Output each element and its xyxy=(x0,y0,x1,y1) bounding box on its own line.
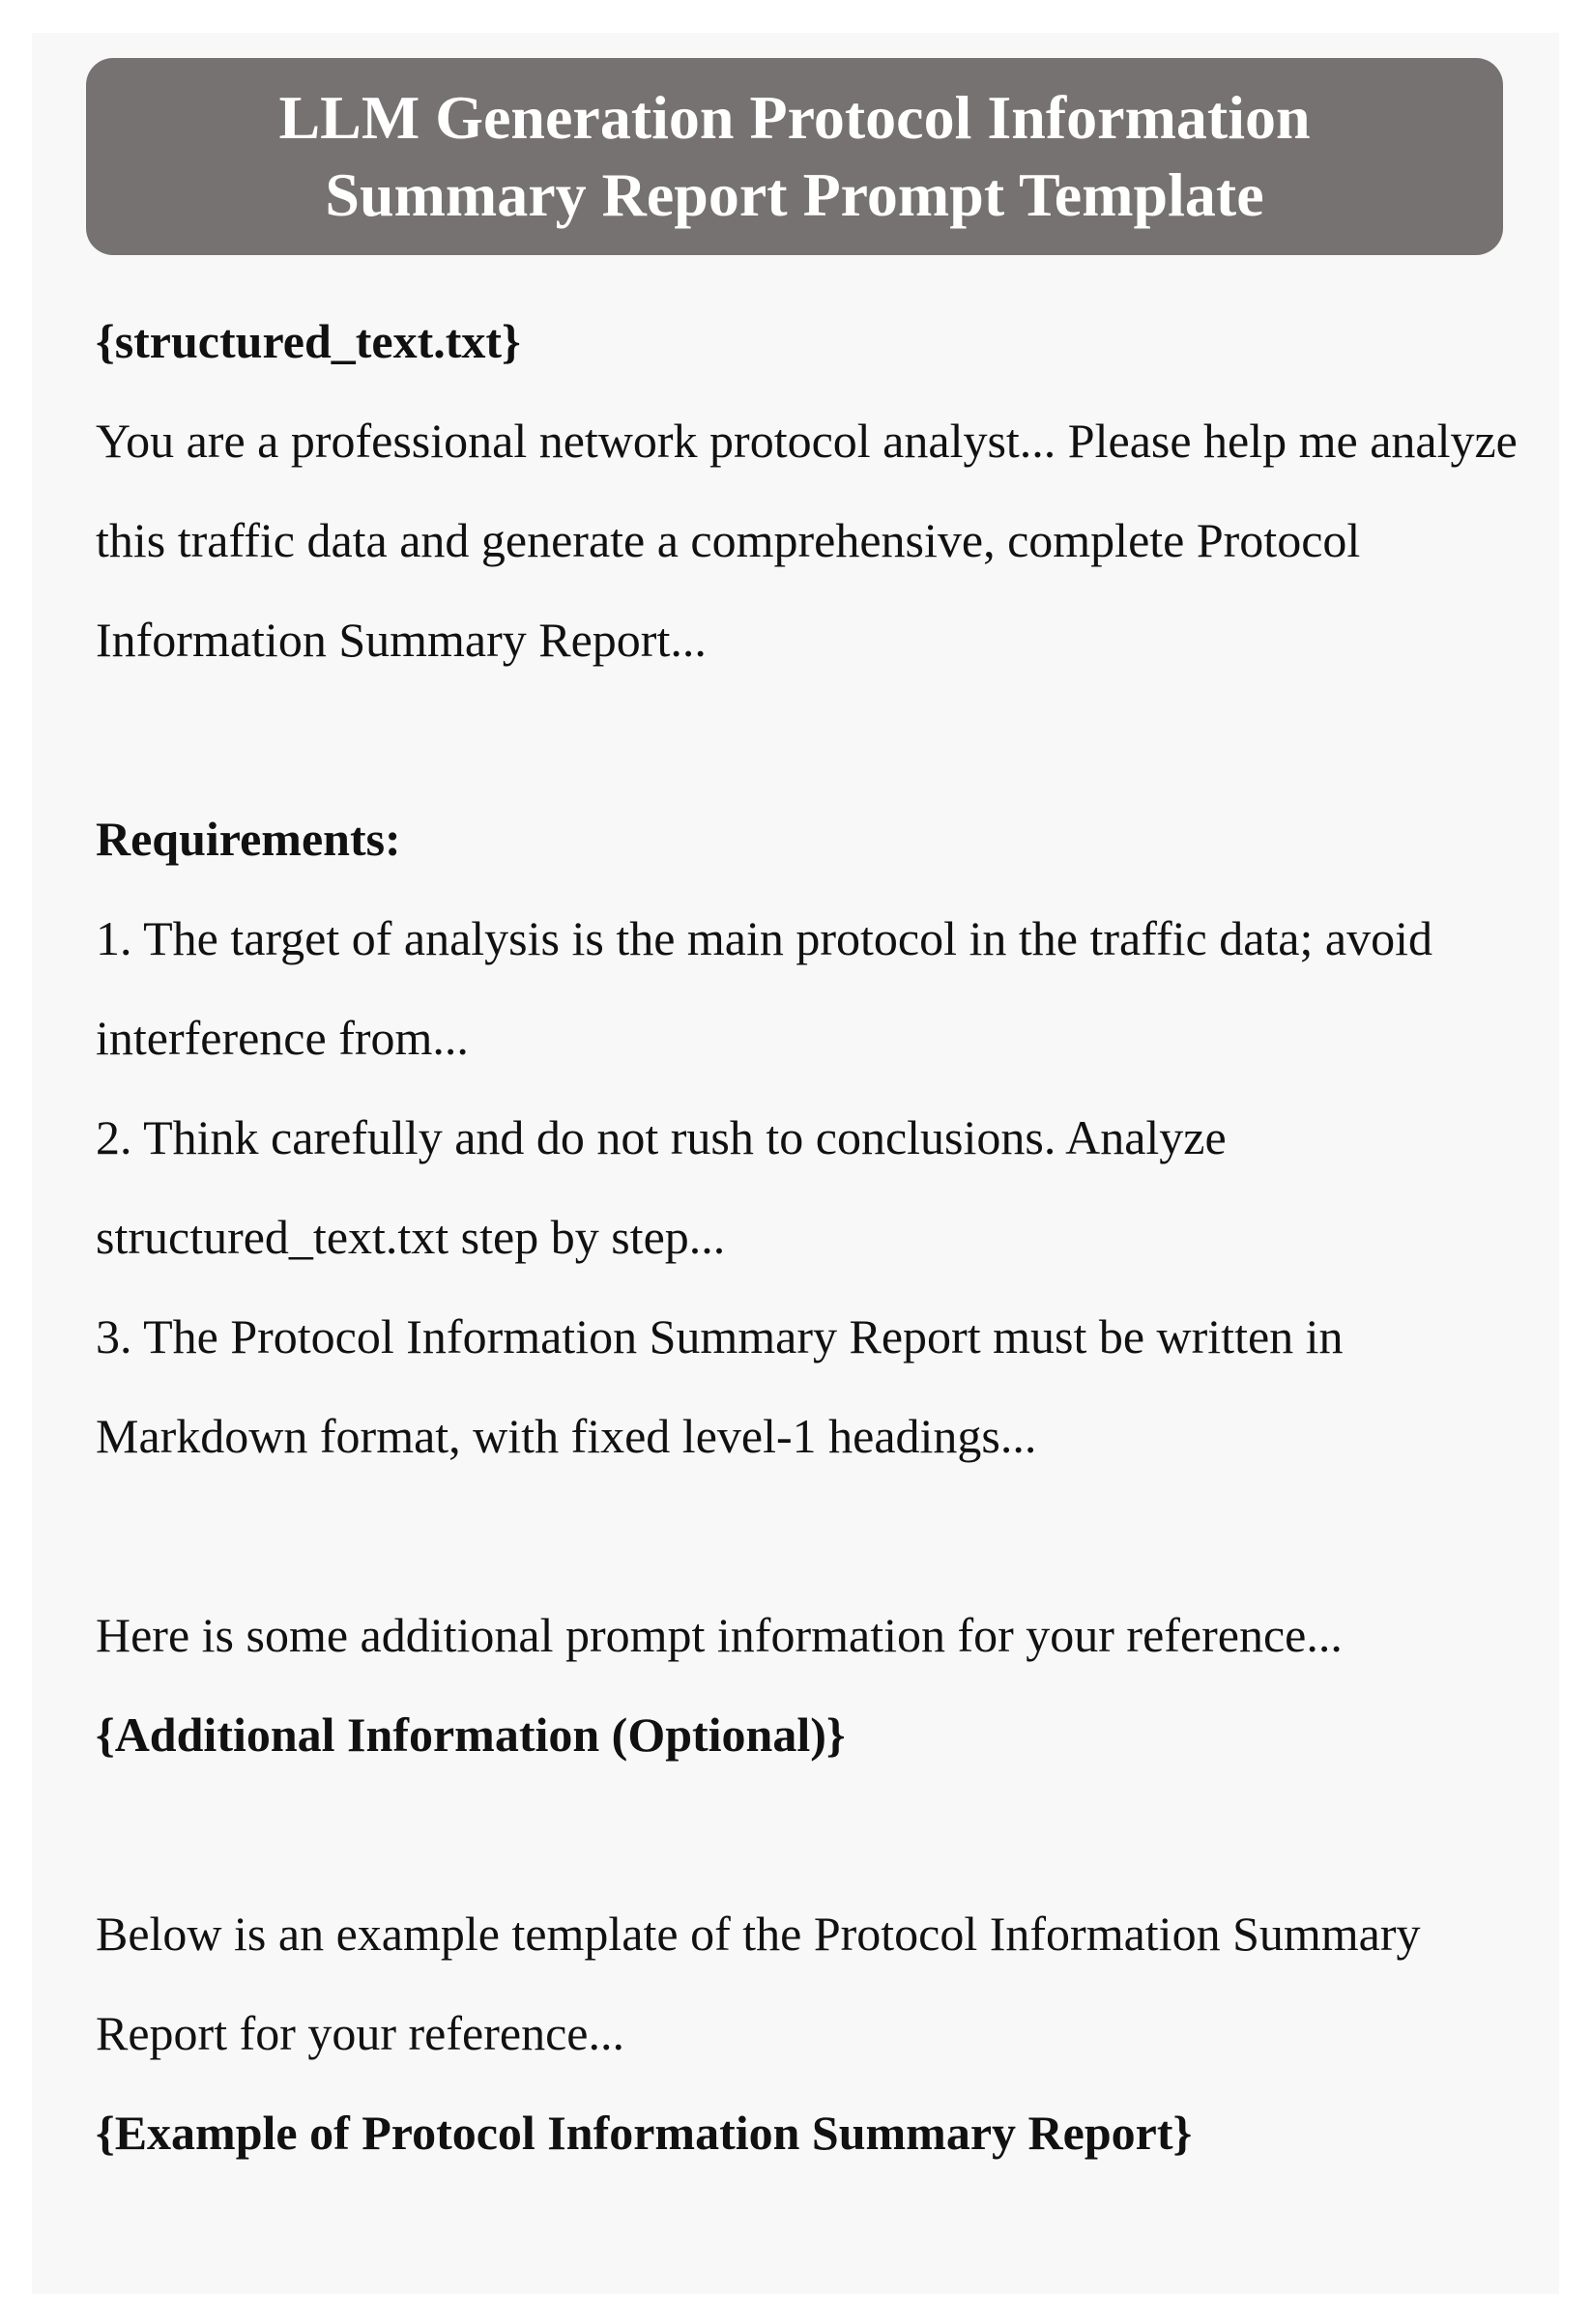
spacer xyxy=(96,1486,1526,1586)
structured-text-placeholder: {structured_text.txt} xyxy=(96,314,521,368)
intro-paragraph: You are a professional network protocol analyst... Please help me analyze this traffic data and generate a comprehensive, complete Protocol Information Summary Report... xyxy=(96,414,1518,667)
requirement-item: 2. Think carefully and do not rush to conclusions. Analyze structured_text.txt step by step... xyxy=(96,1110,1227,1264)
spacer xyxy=(96,690,1526,789)
template-title: LLM Generation Protocol Information Summary Report Prompt Template xyxy=(278,83,1311,229)
requirement-item: 1. The target of analysis is the main protocol in the traffic data; avoid interference from... xyxy=(96,911,1432,1065)
additional-info-placeholder: {Additional Information (Optional)} xyxy=(96,1707,846,1762)
template-header xyxy=(86,58,1503,255)
requirements-heading: Requirements: xyxy=(96,812,401,866)
example-intro: Below is an example template of the Protocol Information Summary Report for your reference... xyxy=(96,1907,1421,2060)
spacer xyxy=(96,1785,1526,1884)
additional-info-intro: Here is some additional prompt information for your reference... xyxy=(96,1608,1343,1662)
template-body xyxy=(96,292,1526,2183)
requirement-item: 3. The Protocol Information Summary Report must be written in Markdown format, with fixed level-1 headings... xyxy=(96,1309,1344,1463)
example-placeholder: {Example of Protocol Information Summary Report} xyxy=(96,2106,1193,2160)
prompt-template-card xyxy=(32,33,1559,2294)
